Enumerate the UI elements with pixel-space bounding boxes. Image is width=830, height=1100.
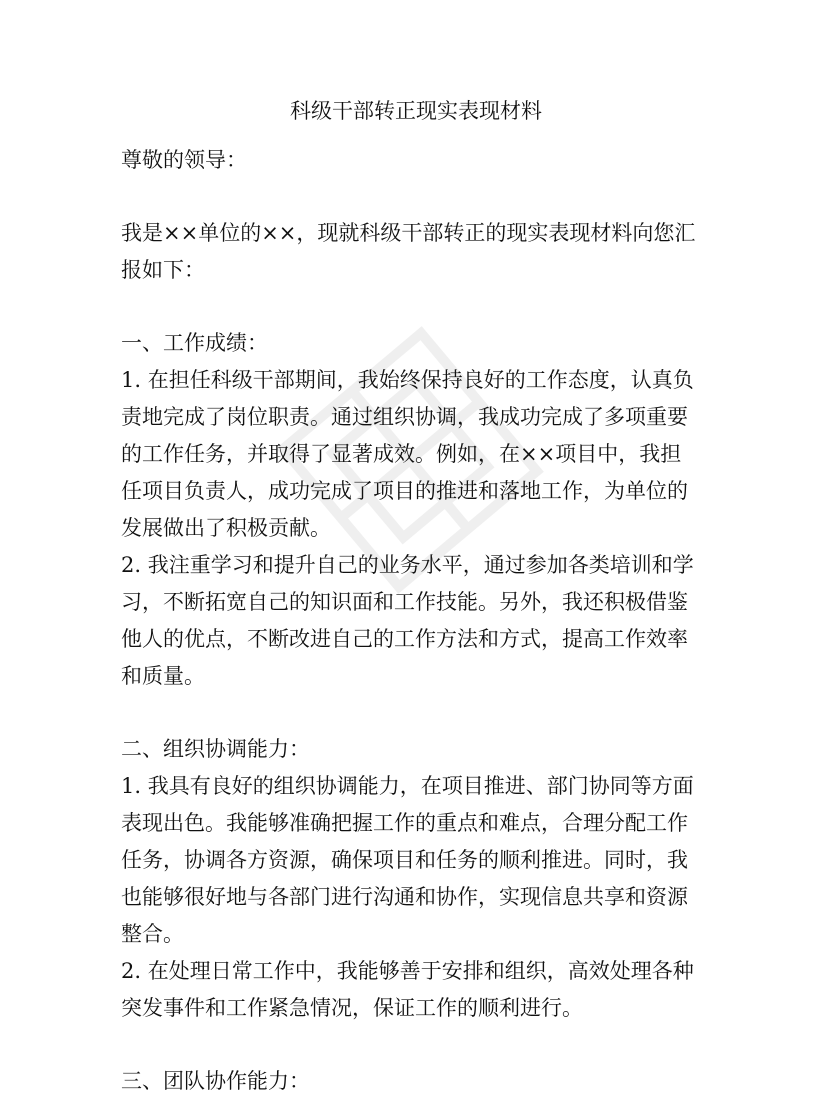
section-heading: 一、工作成绩： <box>121 331 268 355</box>
body-line: 习，不断拓宽自己的知识面和工作技能。另外，我还积极借鉴 <box>121 590 688 614</box>
body-line: 1. 在担任科级干部期间，我始终保持良好的工作态度，认真负 <box>121 368 694 392</box>
salutation: 尊敬的领导： <box>121 148 247 172</box>
body-line: 1. 我具有良好的组织协调能力，在项目推进、部门协同等方面 <box>121 774 694 798</box>
document-body <box>121 92 721 1100</box>
intro-line: 报如下： <box>121 258 205 282</box>
paragraph-gap <box>121 289 721 325</box>
body-line: 任项目负责人，成功完成了项目的推进和落地工作，为单位的 <box>121 479 688 503</box>
body-line: 任务，协调各方资源，确保项目和任务的顺利推进。同时，我 <box>121 848 688 872</box>
body-line: 的工作任务，并取得了显著成效。例如，在××项目中，我担 <box>121 442 682 466</box>
intro-line: 我是××单位的××，现就科级干部转正的现实表现材料向您汇 <box>121 221 696 245</box>
body-line: 责地完成了岗位职责。通过组织协调，我成功完成了多项重要 <box>121 405 688 429</box>
body-line: 和质量。 <box>121 664 205 688</box>
body-line: 2. 在处理日常工作中，我能够善于安排和组织，高效处理各种 <box>121 959 694 983</box>
document-title: 科级干部转正现实表现材料 <box>290 99 542 123</box>
section-heading: 二、组织协调能力： <box>121 737 310 761</box>
paragraph-gap <box>121 1027 721 1063</box>
body-line: 整合。 <box>121 922 184 946</box>
body-line: 他人的优点，不断改进自己的工作方法和方式，提高工作效率 <box>121 627 688 651</box>
paragraph-gap <box>121 179 721 215</box>
body-line: 也能够很好地与各部门进行沟通和协作，实现信息共享和资源 <box>121 885 688 909</box>
body-line: 突发事件和工作紧急情况，保证工作的顺利进行。 <box>121 996 583 1020</box>
paragraph-gap <box>121 695 721 731</box>
body-line: 表现出色。我能够准确把握工作的重点和难点，合理分配工作 <box>121 811 688 835</box>
body-line: 发展做出了积极贡献。 <box>121 516 331 540</box>
section-heading: 三、团队协作能力： <box>121 1069 310 1093</box>
body-line: 2. 我注重学习和提升自己的业务水平，通过参加各类培训和学 <box>121 553 694 577</box>
